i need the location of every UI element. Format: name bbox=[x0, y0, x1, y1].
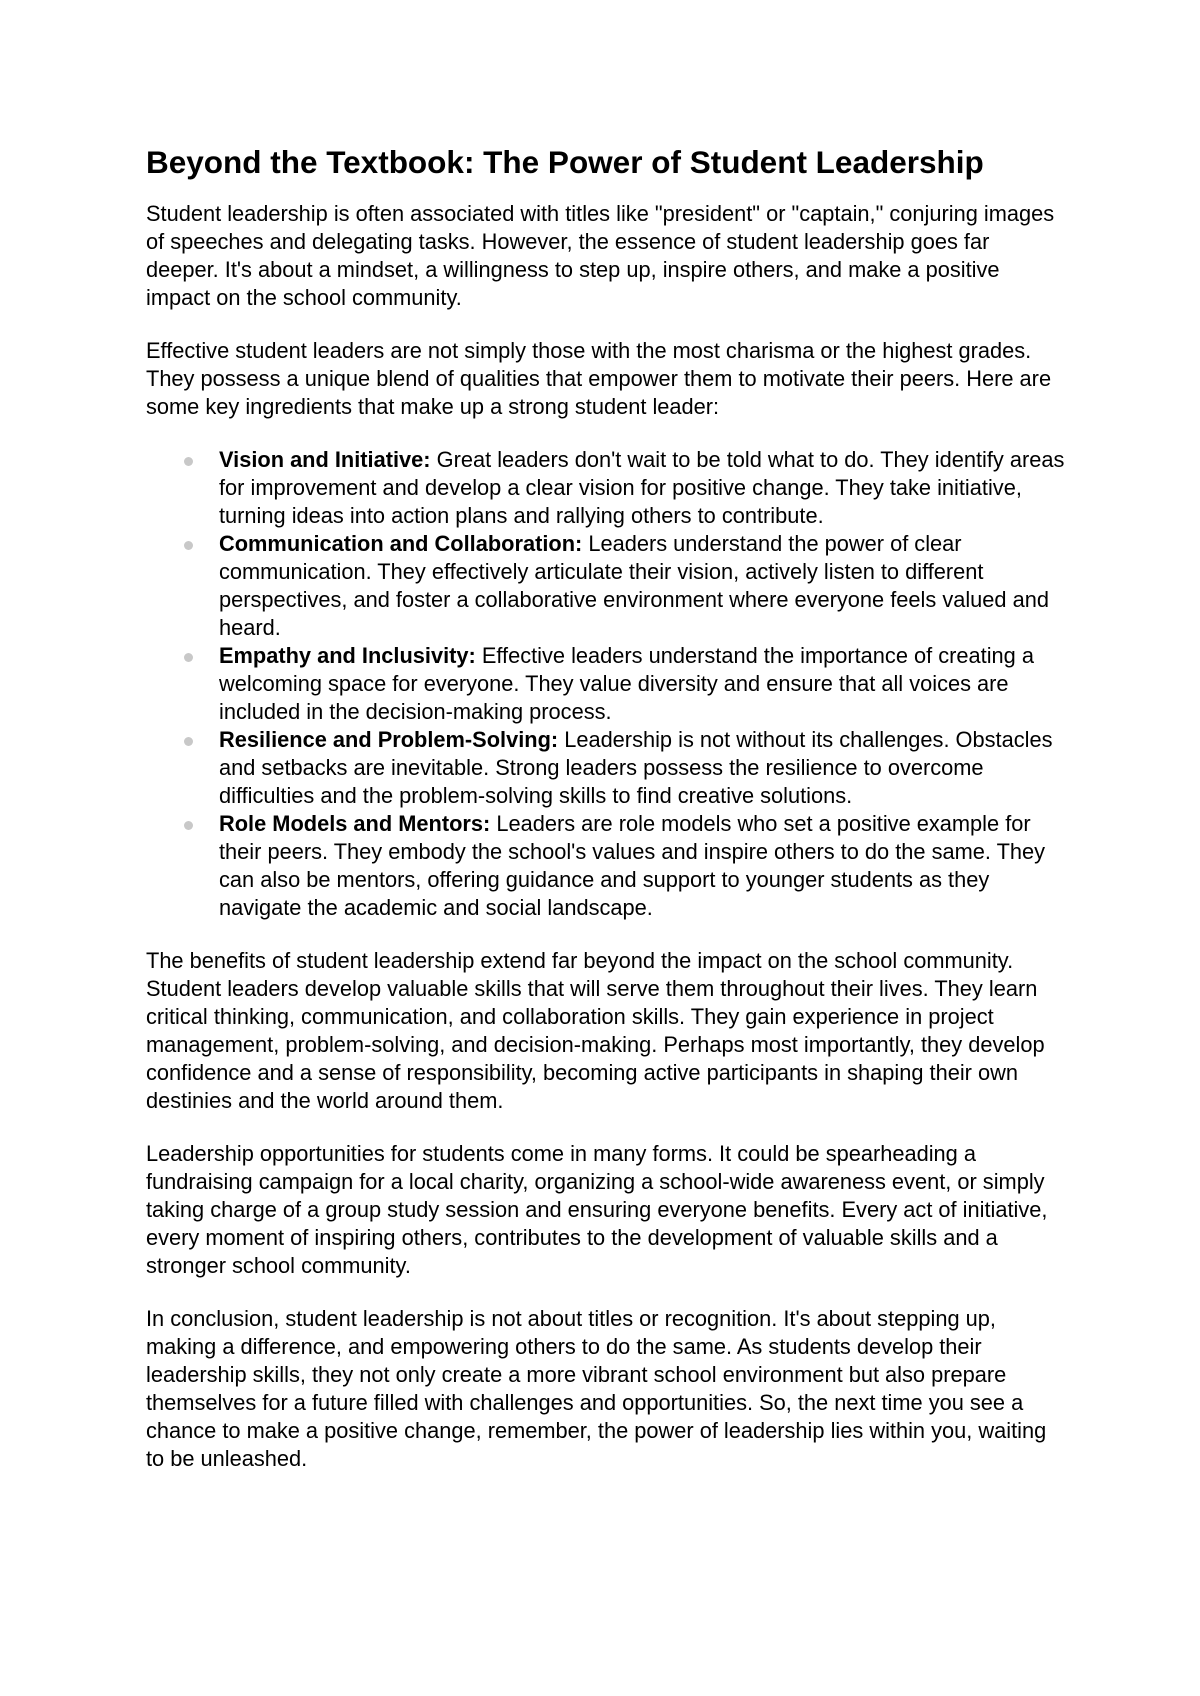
bullet-icon bbox=[184, 737, 193, 746]
list-item-text: Leaders understand the power of clear communication. They effectively articulate their vision, actively listen to different perspectives, and foster a collaborative environment where everyone feels valued and heard. bbox=[219, 531, 1049, 640]
list-item-text: Leadership is not without its challenges. Obstacles and setbacks are inevitable. Strong leaders possess the resilience to overcome difficulties and the problem-solving skills to find creative solutions. bbox=[219, 727, 1053, 808]
bullet-icon bbox=[184, 457, 193, 466]
list-item-text: Great leaders don't wait to be told what to do. They identify areas for improvement and develop a clear vision for positive change. They take initiative, turning ideas into action plans and rallying others to contribute. bbox=[219, 447, 1065, 528]
document-title: Beyond the Textbook: The Power of Student Leadership bbox=[146, 144, 984, 180]
list-item bbox=[219, 446, 1066, 530]
intro-paragraph: Effective student leaders are not simply those with the most charisma or the highest grades. They possess a unique blend of qualities that empower them to motivate their peers. Here are some key ingredients that make up a strong student leader: bbox=[146, 338, 1052, 419]
bullet-icon bbox=[184, 821, 193, 830]
list-item-text: Effective leaders understand the importance of creating a welcoming space for everyone. They value diversity and ensure that all voices are included in the decision-making process. bbox=[219, 643, 1034, 724]
bullet-icon bbox=[184, 653, 193, 662]
body-paragraph: Leadership opportunities for students come in many forms. It could be spearheading a fundraising campaign for a local charity, organizing a school-wide awareness event, or simply taking charge of a group study session and ensuring everyone benefits. Every act of initiative, every moment of inspiring others, contributes to the development of valuable skills and a stronger school community. bbox=[146, 1141, 1048, 1278]
list-item bbox=[219, 642, 1066, 726]
list-item bbox=[219, 530, 1066, 642]
list-item-heading: Vision and Initiative: bbox=[219, 447, 431, 472]
list-item-heading: Communication and Collaboration: bbox=[219, 531, 583, 556]
list-item bbox=[219, 810, 1066, 922]
list-item bbox=[219, 726, 1066, 810]
document-page bbox=[146, 142, 1066, 1498]
list-item-heading: Empathy and Inclusivity: bbox=[219, 643, 476, 668]
qualities-list bbox=[146, 446, 1066, 922]
list-item-heading: Resilience and Problem-Solving: bbox=[219, 727, 559, 752]
bullet-icon bbox=[184, 541, 193, 550]
list-item-text: Leaders are role models who set a positive example for their peers. They embody the school's values and inspire others to do the same. They can also be mentors, offering guidance and support to younger students as they navigate the academic and social landscape. bbox=[219, 811, 1046, 920]
intro-paragraph: Student leadership is often associated with titles like "president" or "captain," conjuring images of speeches and delegating tasks. However, the essence of student leadership goes far deeper. It's about a mindset, a willingness to step up, inspire others, and make a positive impact on the school community. bbox=[146, 201, 1055, 310]
list-item-heading: Role Models and Mentors: bbox=[219, 811, 491, 836]
body-paragraph: The benefits of student leadership extend far beyond the impact on the school community. Student leaders develop valuable skills that will serve them throughout their lives. They learn critical thinking, communication, and collaboration skills. They gain experience in project management, problem-solving, and decision-making. Perhaps most importantly, they develop confidence and a sense of responsibility, becoming active participants in shaping their own destinies and the world around them. bbox=[146, 948, 1045, 1113]
conclusion-paragraph: In conclusion, student leadership is not about titles or recognition. It's about stepping up, making a difference, and empowering others to do the same. As students develop their leadership skills, they not only create a more vibrant school environment but also prepare themselves for a future filled with challenges and opportunities. So, the next time you see a chance to make a positive change, remember, the power of leadership lies within you, waiting to be unleashed. bbox=[146, 1306, 1047, 1471]
